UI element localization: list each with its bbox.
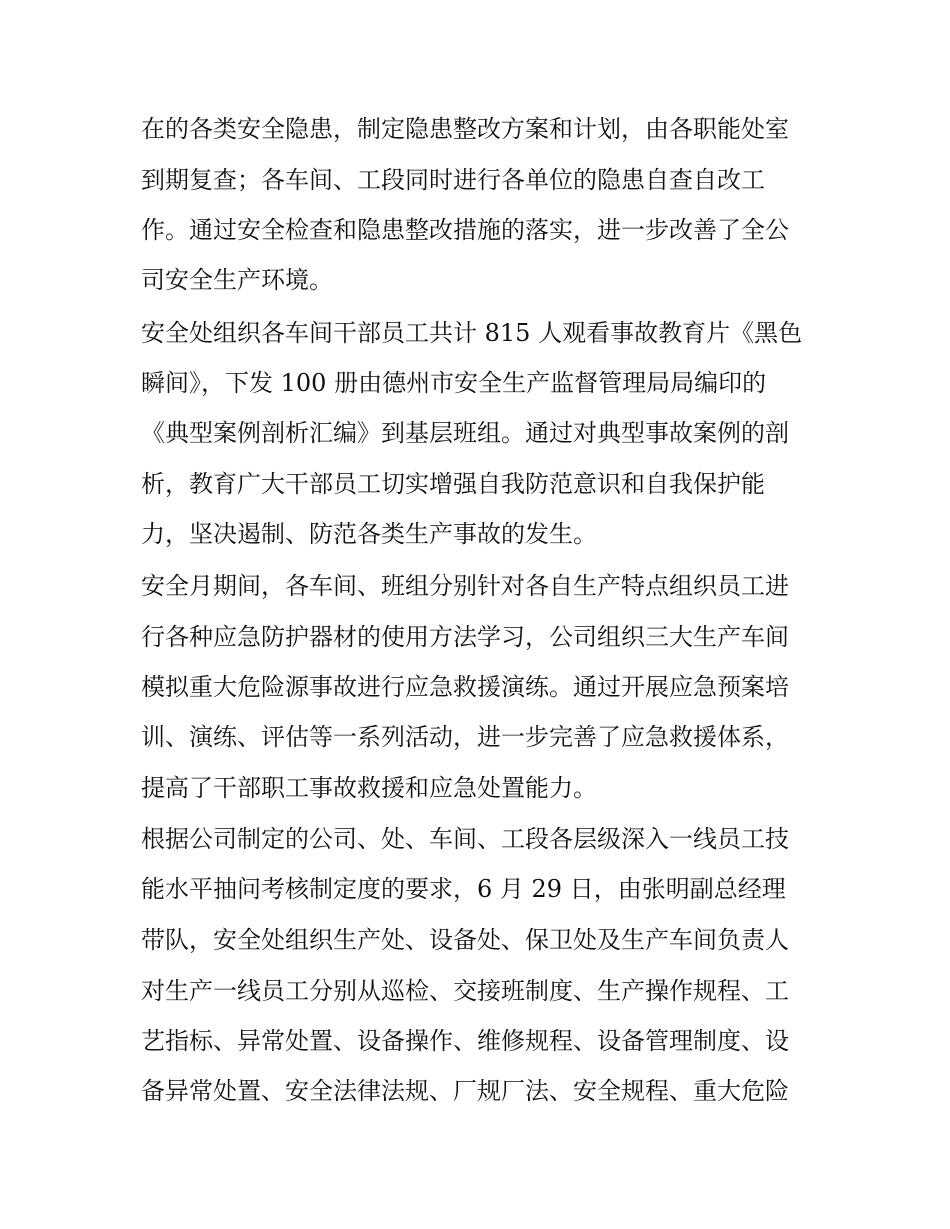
text-line: 能水平抽问考核制定度的要求，6 月 29 日，由张明副总经理 [141, 875, 786, 903]
text-line: 《典型案例剖析汇编》到基层班组。通过对典型事故案例的剖 [141, 419, 789, 447]
text-line: 到期复查；各车间、工段同时进行各单位的隐患自查自改工 [141, 166, 765, 194]
text-line: 提高了干部职工事故救援和应急处置能力。 [141, 774, 597, 802]
text-line: 析，教育广大干部员工切实增强自我防范意识和自我保护能 [141, 470, 765, 498]
text-line: 根据公司制定的公司、处、车间、工段各层级深入一线员工技 [141, 825, 789, 853]
text-line: 训、演练、评估等一系列活动，进一步完善了应急救援体系， [141, 723, 789, 751]
text-line: 艺指标、异常处置、设备操作、维修规程、设备管理制度、设 [141, 1027, 789, 1055]
text-line: 模拟重大危险源事故进行应急救援演练。通过开展应急预案培 [141, 673, 789, 701]
text-line: 瞬间》，下发 100 册由德州市安全生产监督管理局局编印的 [141, 369, 767, 397]
text-line: 司安全生产环境。 [141, 266, 333, 294]
text-line: 带队，安全处组织生产处、设备处、保卫处及生产车间负责人 [141, 926, 789, 954]
text-line: 在的各类安全隐患，制定隐患整改方案和计划，由各职能处室 [141, 115, 789, 143]
text-line: 安全月期间，各车间、班组分别针对各自生产特点组织员工进 [141, 572, 789, 600]
text-line: 安全处组织各车间干部员工共计 815 人观看事故教育片《黑色 [141, 319, 803, 347]
text-line: 对生产一线员工分别从巡检、交接班制度、生产操作规程、工 [141, 977, 789, 1005]
text-line: 行各种应急防护器材的使用方法学习，公司组织三大生产车间 [141, 623, 789, 651]
text-line: 作。通过安全检查和隐患整改措施的落实，进一步改善了全公 [141, 216, 789, 244]
text-line: 力，坚决遏制、防范各类生产事故的发生。 [141, 520, 597, 548]
text-line: 备异常处置、安全法律法规、厂规厂法、安全规程、重大危险 [141, 1077, 789, 1105]
